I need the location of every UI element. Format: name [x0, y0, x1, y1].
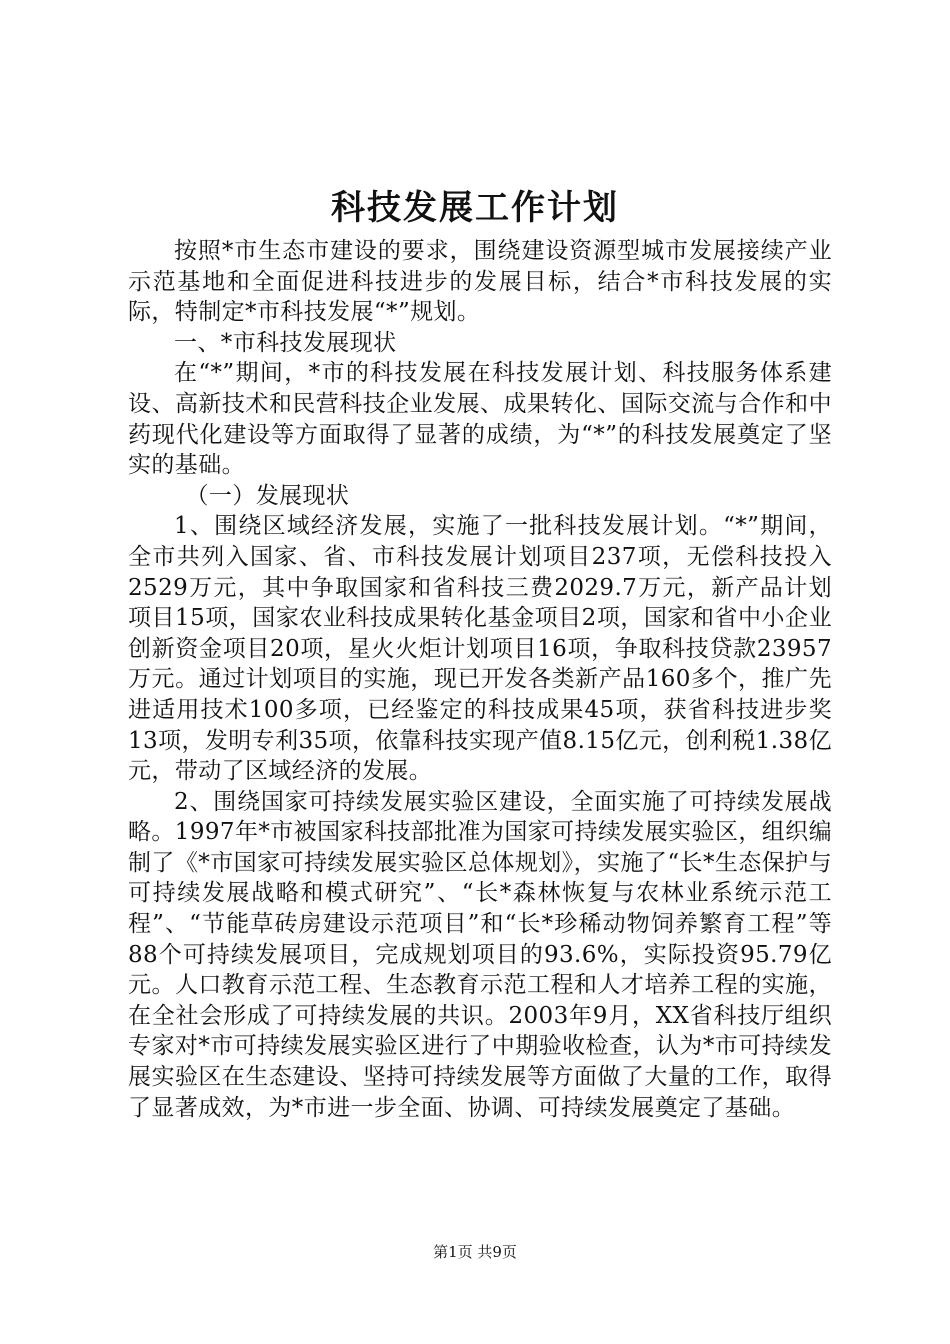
document-title: 科技发展工作计划: [331, 188, 619, 228]
body-paragraph: 2、围绕国家可持续发展实验区建设，全面实施了可持续发展战略。1997年*市被国家科技部批准为国家可持续发展实验区，组织编制了《*市国家可持续发展实验区总体规划》，实施了“长*生态保护与可持续发展战略和模式研究”、“长*森林恢复与农林业系统示范工程”、“节能草砖房建设示范项目”和“长*珍稀动物饲养繁育工程”等88个可持续发展项目，完成规划项目的93.6%，实际投资95.79亿元。人口教育示范工程、生态教育示范工程和人才培养工程的实施，在全社会形成了可持续发展的共识。2003年9月，XX省科技厅组织专家对*市可持续发展实验区进行了中期验收检查，认为*市可持续发展实验区在生态建设、坚持可持续发展等方面做了大量的工作，取得了显著成效，为*市进一步全面、协调、可持续发展奠定了基础。: [128, 788, 832, 1121]
section-heading: 一、*市科技发展现状: [174, 329, 397, 356]
page-footer: 第1页 共9页: [433, 1243, 517, 1261]
document-body: [128, 236, 832, 1123]
body-paragraph: 在“*”期间，*市的科技发展在科技发展计划、科技服务体系建设、高新技术和民营科技企业发展、成果转化、国际交流与合作和中药现代化建设等方面取得了显著的成绩，为“*”的科技发展奠定了坚实的基础。: [128, 360, 832, 479]
intro-paragraph: 按照*市生态市建设的要求，围绕建设资源型城市发展接续产业示范基地和全面促进科技进步的发展目标，结合*市科技发展的实际，特制定*市科技发展“*”规划。: [128, 238, 832, 326]
body-paragraph: 1、围绕区域经济发展，实施了一批科技发展计划。“*”期间，全市共列入国家、省、市科技发展计划项目237项，无偿科技投入2529万元，其中争取国家和省科技三费2029.7万元，新产品计划项目15项，国家农业科技成果转化基金项目2项，国家和省中小企业创新资金项目20项，星火火炬计划项目16项，争取科技贷款23957万元。通过计划项目的实施，现已开发各类新产品160多个，推广先进适用技术100多项，已经鉴定的科技成果45项，获省科技进步奖13项，发明专利35项，依靠科技实现产值8.15亿元，创利税1.38亿元，带动了区域经济的发展。: [128, 513, 832, 785]
subsection-heading: （一）发展现状: [185, 482, 350, 509]
